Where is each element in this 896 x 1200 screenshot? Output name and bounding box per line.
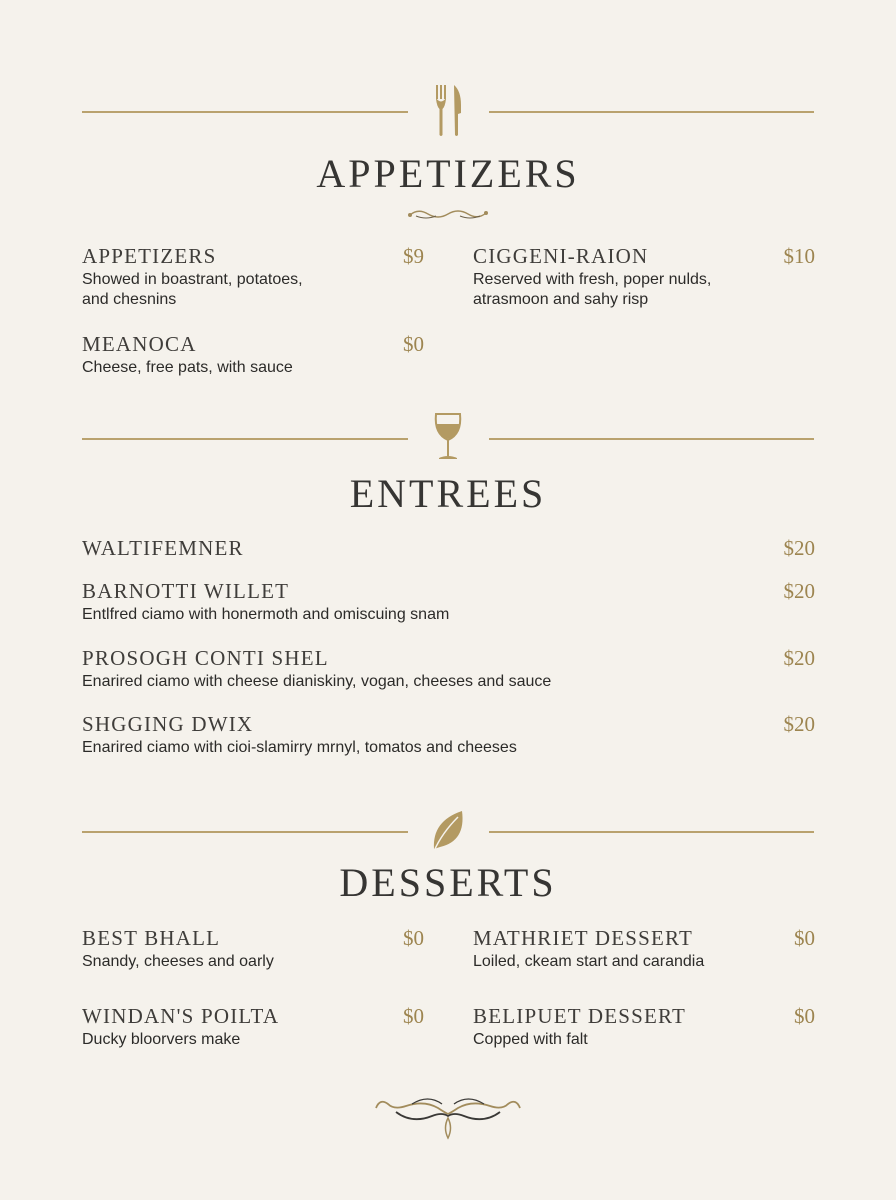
menu-item	[82, 926, 424, 976]
item-price: $10	[783, 244, 815, 268]
entrees-title: ENTREES	[349, 471, 547, 516]
item-price: $0	[403, 926, 424, 950]
appetizers-divider	[82, 83, 814, 143]
ornament-flourish-icon	[372, 1094, 524, 1144]
menu-item	[82, 536, 815, 566]
divider-line	[489, 111, 814, 113]
item-name: BEST BHALL	[82, 926, 221, 950]
divider-line	[489, 438, 814, 440]
item-name: BELIPUET DESSERT	[473, 1004, 686, 1028]
item-description: Loiled, ckeam start and carandia	[473, 953, 705, 970]
menu-item	[82, 244, 424, 314]
menu-item	[473, 926, 815, 976]
item-description: Reserved with fresh, poper nulds, atrasmoon and sahy risp	[473, 271, 712, 308]
menu-item	[82, 712, 815, 762]
item-description: Snandy, cheeses and oarly	[82, 953, 274, 970]
item-description: Enarired ciamo with cheese dianiskiny, vogan, cheeses and sauce	[82, 673, 552, 690]
menu-item	[82, 646, 815, 696]
item-name: APPETIZERS	[82, 244, 217, 268]
item-description: Entlfred ciamo with honermoth and omiscuing snam	[82, 606, 450, 623]
menu-item	[82, 1004, 424, 1054]
item-name: PROSOGH CONTI SHEL	[82, 646, 329, 670]
divider-line	[489, 831, 814, 833]
menu-item	[473, 244, 815, 314]
item-price: $0	[794, 1004, 815, 1028]
divider-line	[82, 438, 408, 440]
item-description: Enarired ciamo with cioi-slamirry mrnyl, tomatos and cheeses	[82, 739, 517, 756]
item-price: $9	[403, 244, 424, 268]
item-description: Copped with falt	[473, 1031, 588, 1048]
item-description: Ducky bloorvers make	[82, 1031, 241, 1048]
menu-item	[82, 579, 815, 629]
divider-line	[82, 111, 408, 113]
item-name: MATHRIET DESSERT	[473, 926, 693, 950]
desserts-title: DESSERTS	[339, 860, 557, 905]
menu-item	[82, 332, 424, 382]
item-price: $0	[403, 1004, 424, 1028]
item-price: $20	[783, 646, 815, 670]
entrees-divider	[82, 410, 814, 470]
appetizers-title: APPETIZERS	[316, 151, 580, 196]
item-name: WALTIFEMNER	[82, 536, 244, 560]
menu-item	[473, 1004, 815, 1054]
item-name: SHGGING DWIX	[82, 712, 254, 736]
divider-line	[82, 831, 408, 833]
wine-glass-icon	[428, 410, 468, 468]
item-name: CIGGENI-RAION	[473, 244, 649, 268]
item-price: $0	[403, 332, 424, 356]
leaf-icon	[428, 803, 468, 861]
ornament-flourish-icon	[406, 206, 490, 222]
item-name: BARNOTTI WILLET	[82, 579, 290, 603]
item-price: $0	[794, 926, 815, 950]
item-price: $20	[783, 712, 815, 736]
item-description: Showed in boastrant, potatoes, and chesnins	[82, 271, 303, 308]
item-price: $20	[783, 579, 815, 603]
item-description: Cheese, free pats, with sauce	[82, 359, 293, 376]
desserts-divider	[82, 803, 814, 863]
item-name: MEANOCA	[82, 332, 197, 356]
item-name: WINDAN'S POILTA	[82, 1004, 280, 1028]
fork-knife-icon	[428, 83, 468, 141]
item-price: $20	[783, 536, 815, 560]
